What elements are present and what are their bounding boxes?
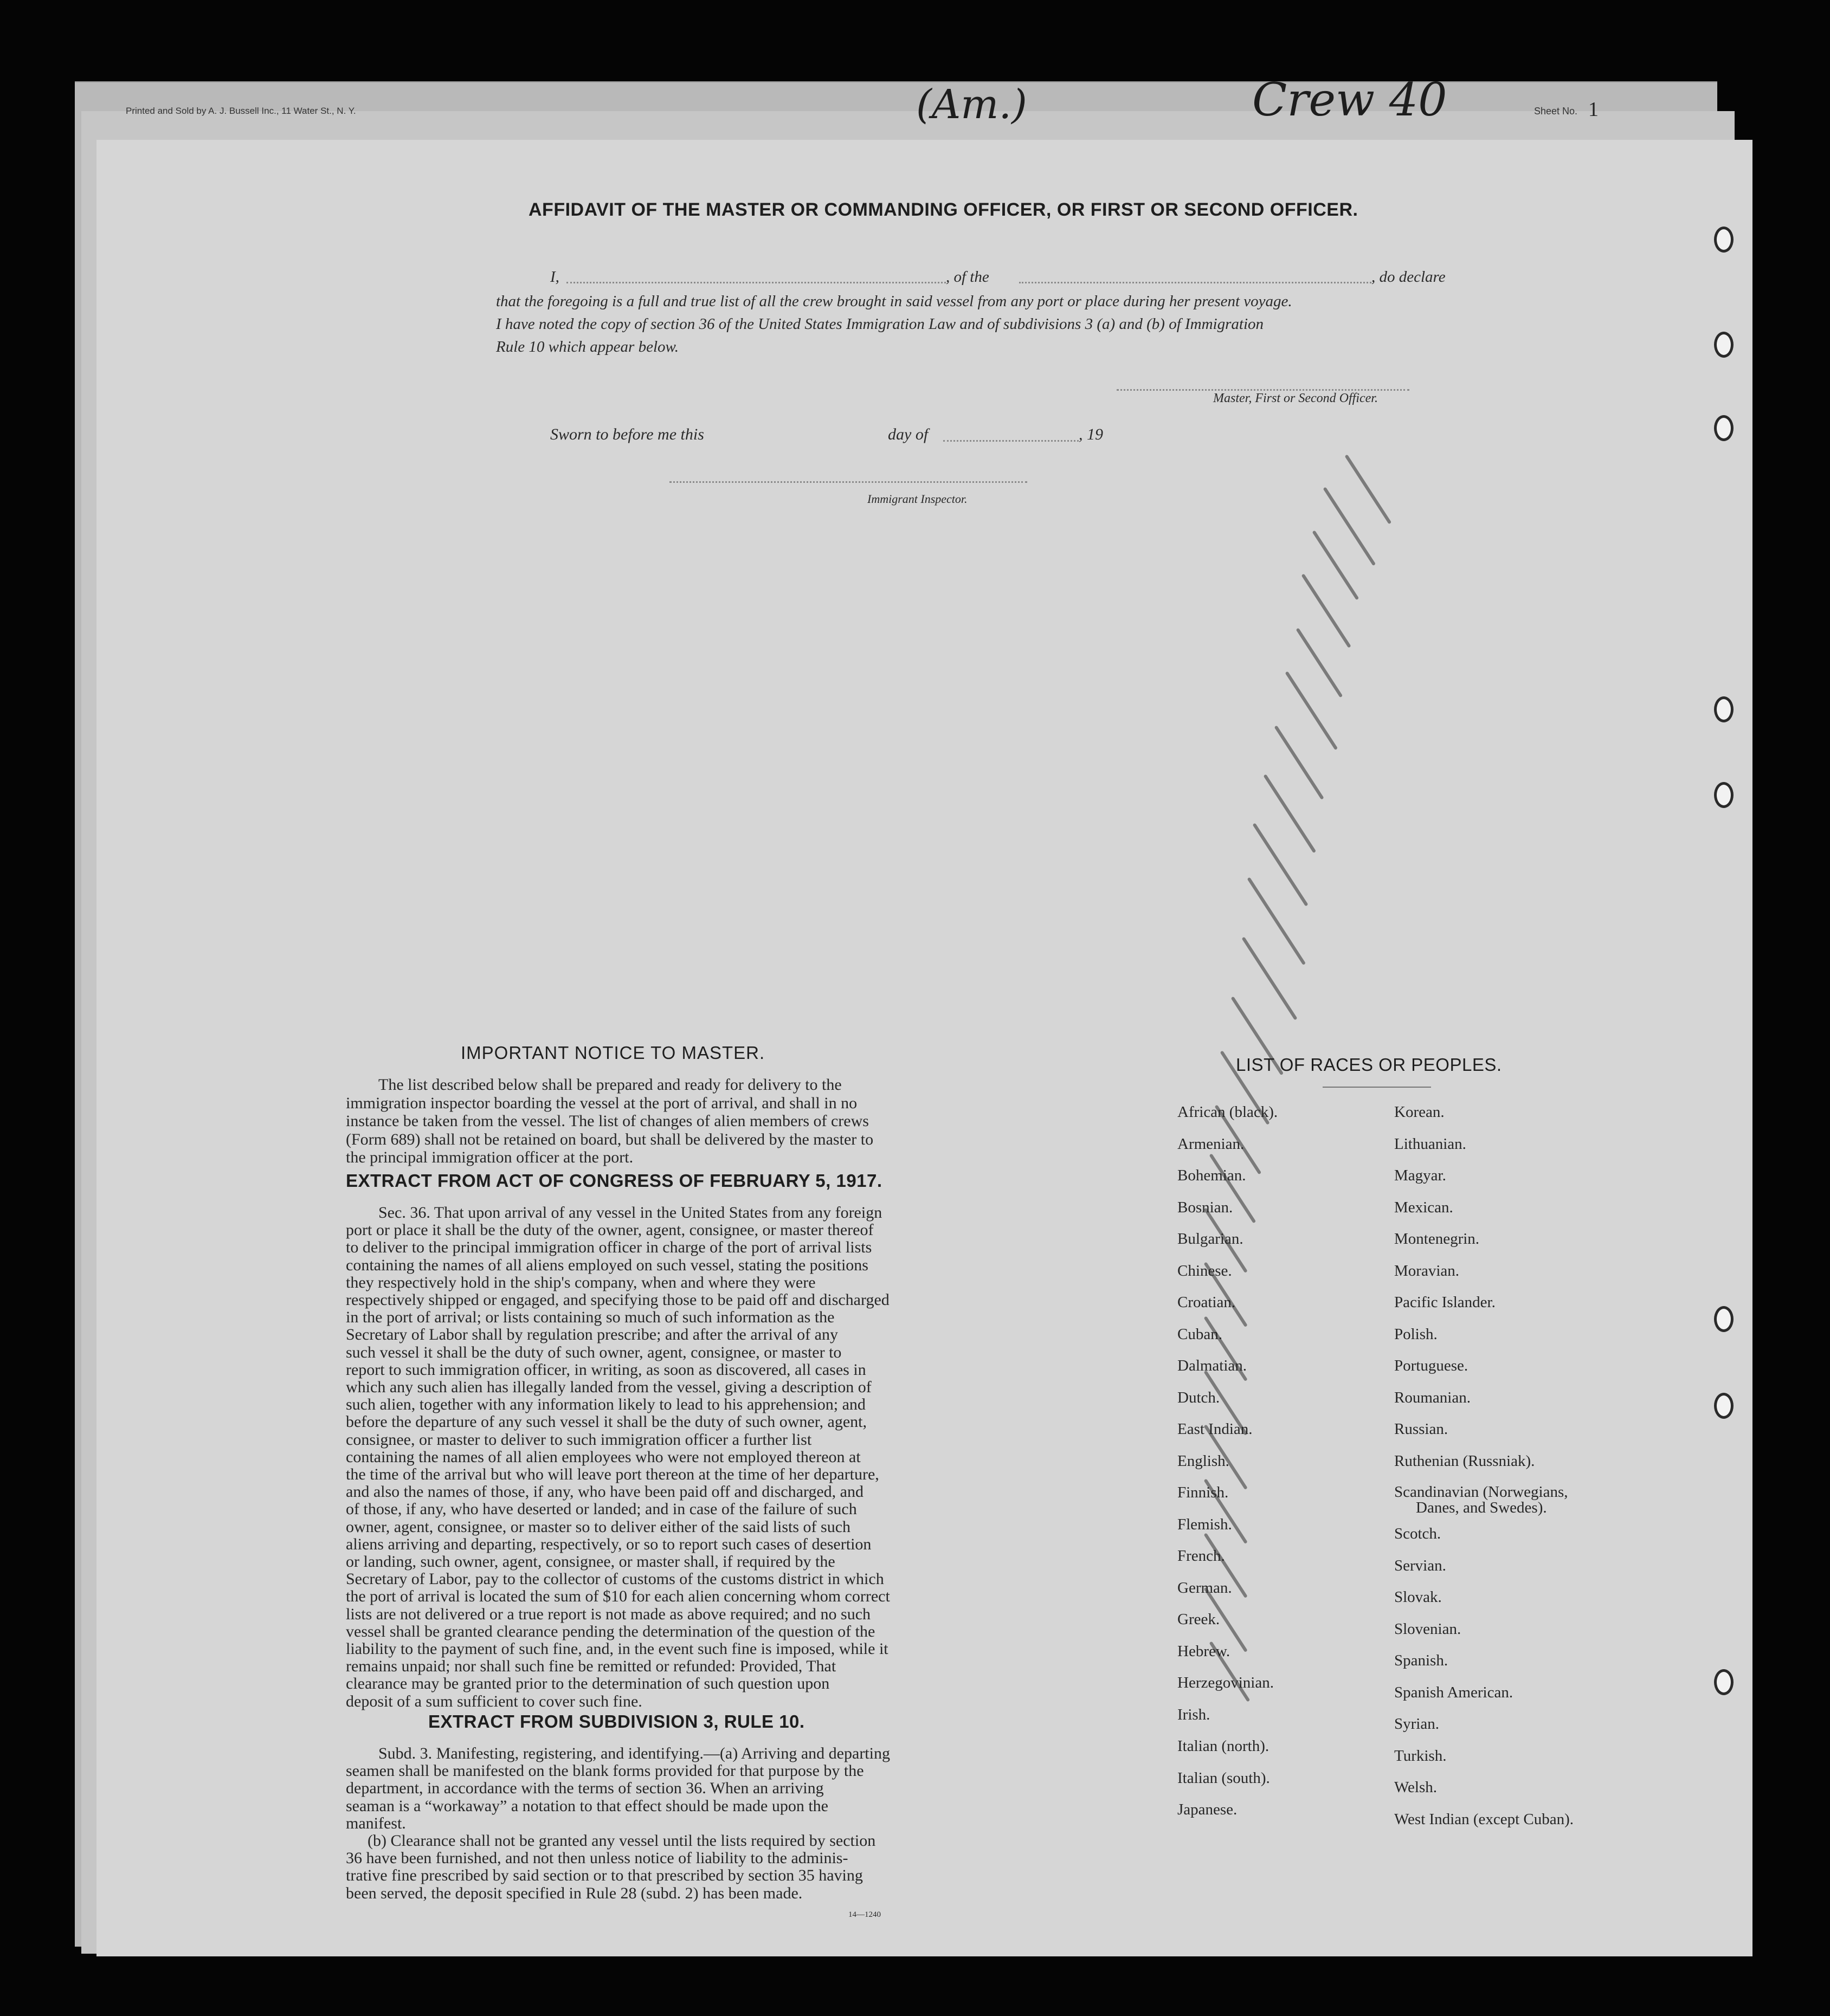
race-item: Dalmatian. [1177, 1357, 1247, 1374]
race-item: Irish. [1177, 1705, 1210, 1723]
act-line: such alien, together with any information likely to lead to his apprehension; and [346, 1395, 866, 1414]
act-line: consignee, or master to deliver to such immigration officer a further list [346, 1430, 812, 1449]
act-line: aliens arriving and departing, respectively, or so to report such cases of desertion [346, 1535, 872, 1553]
race-item: West Indian (except Cuban). [1394, 1810, 1574, 1828]
race-item: Polish. [1394, 1325, 1438, 1343]
affidavit-title: AFFIDAVIT OF THE MASTER OR COMMANDING OFFICER, OR FIRST OR SECOND OFFICER. [529, 199, 1358, 220]
race-item: Chinese. [1177, 1262, 1232, 1280]
race-item: Slovak. [1394, 1588, 1442, 1606]
race-item: Bohemian. [1177, 1167, 1246, 1184]
year-prefix: , 19 [1079, 425, 1103, 443]
act-line: vessel shall be granted clearance pending the determination of the question of the [346, 1622, 875, 1640]
binder-hole-icon [1714, 696, 1734, 722]
day-of-text: day of [888, 425, 929, 443]
act-line: before the departure of any such vessel it shall be the duty of such owner, agent, [346, 1413, 867, 1431]
race-item: English. [1177, 1452, 1229, 1470]
race-item: African (black). [1177, 1103, 1278, 1121]
notice-line: instance be taken from the vessel. The list of changes of alien members of crews [346, 1112, 869, 1130]
race-item: Pacific Islander. [1394, 1294, 1496, 1311]
affidavit-declare: , do declare [1371, 268, 1446, 286]
printer-line: Printed and Sold by A. J. Bussell Inc., 11 Water St., N. Y. [126, 106, 356, 116]
act-line: of those, if any, who have deserted or landed; and in case of the failure of such [346, 1500, 857, 1519]
act-line: liability to the payment of such fine, and, in the event such fine is imposed, while it [346, 1640, 888, 1658]
rule-extract-body [346, 1745, 910, 1902]
act-line: respectively shipped or engaged, and specifying those to be paid off and discharged [346, 1291, 890, 1309]
act-line: lists are not delivered or a true report is not made as above required; and no such [346, 1605, 871, 1623]
act-line: Secretary of Labor shall by regulation prescribe; and after the arrival of any [346, 1326, 838, 1344]
master-name-line [566, 282, 946, 283]
race-item: Italian (north). [1177, 1737, 1270, 1755]
handwritten-crew-count: Crew 40 [1252, 73, 1447, 126]
act-line: Secretary of Labor, pay to the collector of customs of the customs district in which [346, 1570, 884, 1588]
race-item: Herzegovinian. [1177, 1674, 1274, 1691]
race-item: French. [1177, 1547, 1225, 1565]
rule-extract-title: EXTRACT FROM SUBDIVISION 3, RULE 10. [428, 1711, 805, 1731]
race-item: Spanish American. [1394, 1683, 1513, 1701]
notice-line: the principal immigration officer at the port. [346, 1148, 634, 1166]
race-item: Finnish. [1177, 1484, 1229, 1501]
races-right-column [1394, 1096, 1574, 1835]
race-item: Danes, and Swedes). [1416, 1499, 1547, 1516]
race-item: Bosnian. [1177, 1198, 1233, 1216]
race-item: Mexican. [1394, 1198, 1453, 1216]
race-item: Hebrew. [1177, 1642, 1230, 1660]
affidavit-i: I, [550, 268, 559, 286]
races-title-rule [1323, 1087, 1431, 1088]
form-number: 14—1240 [848, 1910, 881, 1919]
race-item: Spanish. [1394, 1652, 1448, 1669]
binder-hole-icon [1714, 415, 1734, 441]
race-item: Roumanian. [1394, 1388, 1471, 1406]
rule-line: department, in accordance with the terms of section 36. When an arriving [346, 1779, 824, 1798]
race-item: Portuguese. [1394, 1357, 1468, 1374]
affidavit-line-3: I have noted the copy of section 36 of the United States Immigration Law and of subdivisions 3 (a) and (b) of Immigration [496, 315, 1264, 333]
act-line: owner, agent, consignee, or master so to deliver either of the said lists of such [346, 1517, 851, 1536]
rule-line: manifest. [346, 1814, 406, 1832]
race-item: Bulgarian. [1177, 1230, 1243, 1248]
act-line: and also the names of those, if any, who have been paid off and discharged, and [346, 1483, 864, 1501]
act-line: the port of arrival is located the sum of $10 for each alien concerning whom correct [346, 1587, 890, 1606]
act-line: containing the names of all aliens employed on such vessel, stating the positions [346, 1256, 868, 1274]
race-item: Cuban. [1177, 1325, 1222, 1343]
race-item: Flemish. [1177, 1515, 1232, 1533]
binder-hole-icon [1714, 1669, 1734, 1695]
rule-line: been served, the deposit specified in Rule 28 (subd. 2) has been made. [346, 1884, 803, 1902]
race-item: Scotch. [1394, 1525, 1441, 1542]
binder-hole-icon [1714, 1393, 1734, 1419]
affidavit-line-4: Rule 10 which appear below. [496, 338, 679, 356]
act-line: the time of the arrival but who will leave port thereon at the time of her departure, [346, 1465, 879, 1484]
rule-line: seamen shall be manifested on the blank forms provided for that purpose by the [346, 1762, 864, 1780]
race-item: Turkish. [1394, 1747, 1447, 1765]
act-line: report to such immigration officer, in writing, as soon as discovered, all cases in [346, 1360, 866, 1379]
signature-line [1117, 389, 1409, 391]
act-line: such vessel it shall be the duty of such owner, agent, consignee, or master to [346, 1343, 842, 1361]
notice-line: immigration inspector boarding the vessel at the port of arrival, and shall in no [346, 1094, 858, 1112]
binder-hole-icon [1714, 227, 1734, 253]
race-item: Welsh. [1394, 1779, 1438, 1796]
race-item: Dutch. [1177, 1388, 1220, 1406]
binder-hole-icon [1714, 782, 1734, 808]
notice-body [346, 1076, 910, 1167]
notice-line: The list described below shall be prepared and ready for delivery to the [378, 1076, 842, 1094]
race-item: Korean. [1394, 1103, 1445, 1121]
signature-label: Master, First or Second Officer. [1213, 391, 1378, 405]
act-line: remains unpaid; nor shall such fine be remitted or refunded: Provided, That [346, 1657, 836, 1676]
act-line: port or place it shall be the duty of the owner, agent, consignee, or master thereof [346, 1221, 874, 1239]
sheet-label: Sheet No. [1534, 106, 1578, 117]
act-line: in the port of arrival; or lists containing so much of such information as the [346, 1308, 835, 1327]
inspector-line [669, 481, 1027, 483]
notice-line: (Form 689) shall not be retained on board, but shall be delivered by the master to [346, 1130, 874, 1148]
race-item: Russian. [1394, 1420, 1448, 1438]
rule-line: Subd. 3. Manifesting, registering, and identifying.—(a) Arriving and departing [378, 1744, 890, 1762]
act-line: deposit of a sum sufficient to cover such fine. [346, 1692, 642, 1710]
day-line [943, 440, 1079, 442]
inspector-label: Immigrant Inspector. [867, 492, 968, 506]
act-line: they respectively hold in the ship's company, when and where they were [346, 1273, 816, 1291]
race-item: Armenian. [1177, 1135, 1245, 1153]
sworn-text: Sworn to before me this [550, 425, 704, 443]
handwritten-nationality: (Am.) [916, 81, 1027, 128]
notice-title: IMPORTANT NOTICE TO MASTER. [461, 1043, 765, 1063]
race-item: Syrian. [1394, 1715, 1439, 1733]
race-item: Montenegrin. [1394, 1230, 1480, 1248]
act-line: containing the names of all alien employees who were not employed thereon at [346, 1448, 861, 1466]
rule-line: trative fine prescribed by said section or to that prescribed by section 35 having [346, 1866, 863, 1885]
act-extract-title: EXTRACT FROM ACT OF CONGRESS OF FEBRUARY 5, 1917. [346, 1171, 882, 1191]
sheet-number: 1 [1588, 98, 1599, 121]
act-extract-body [346, 1204, 910, 1710]
race-item: Croatian. [1177, 1294, 1236, 1311]
act-line: Sec. 36. That upon arrival of any vessel in the United States from any foreign [378, 1204, 882, 1222]
act-line: clearance may be granted prior to the determination of such question upon [346, 1675, 830, 1693]
vessel-name-line [1019, 282, 1371, 283]
race-item: Ruthenian (Russniak). [1394, 1452, 1535, 1470]
rule-line: 36 have been furnished, and not then unless notice of liability to the adminis- [346, 1849, 848, 1868]
binder-hole-icon [1714, 1306, 1734, 1332]
race-item: Slovenian. [1394, 1620, 1461, 1638]
binder-hole-icon [1714, 332, 1734, 358]
races-left-column [1177, 1096, 1278, 1826]
race-item: Servian. [1394, 1556, 1446, 1574]
race-item: German. [1177, 1579, 1232, 1597]
race-item: Lithuanian. [1394, 1135, 1466, 1153]
race-item: Japanese. [1177, 1801, 1238, 1818]
race-item: Italian (south). [1177, 1769, 1270, 1787]
race-item: East Indian. [1177, 1420, 1253, 1438]
race-item: Moravian. [1394, 1262, 1459, 1280]
race-item: Scandinavian (Norwegians, [1394, 1483, 1568, 1501]
race-item: Greek. [1177, 1611, 1220, 1628]
act-line: to deliver to the principal immigration officer in charge of the port of arrival lists [346, 1238, 872, 1257]
affidavit-line-2: that the foregoing is a full and true list of all the crew brought in said vessel from any port or place during her present voyage. [496, 293, 1292, 310]
race-item: Magyar. [1394, 1167, 1446, 1184]
act-line: or landing, such owner, agent, consignee, or master shall, if required by the [346, 1553, 835, 1571]
act-line: which any such alien has illegally landed from the vessel, giving a description of [346, 1378, 872, 1397]
rule-line: (b) Clearance shall not be granted any vessel until the lists required by section [368, 1832, 876, 1850]
race-item-scandinavian [1394, 1477, 1574, 1516]
affidavit-of-the: , of the [946, 268, 989, 286]
rule-line: seaman is a “workaway” a notation to that effect should be made upon the [346, 1797, 828, 1815]
races-title: LIST OF RACES OR PEOPLES. [1236, 1055, 1502, 1075]
